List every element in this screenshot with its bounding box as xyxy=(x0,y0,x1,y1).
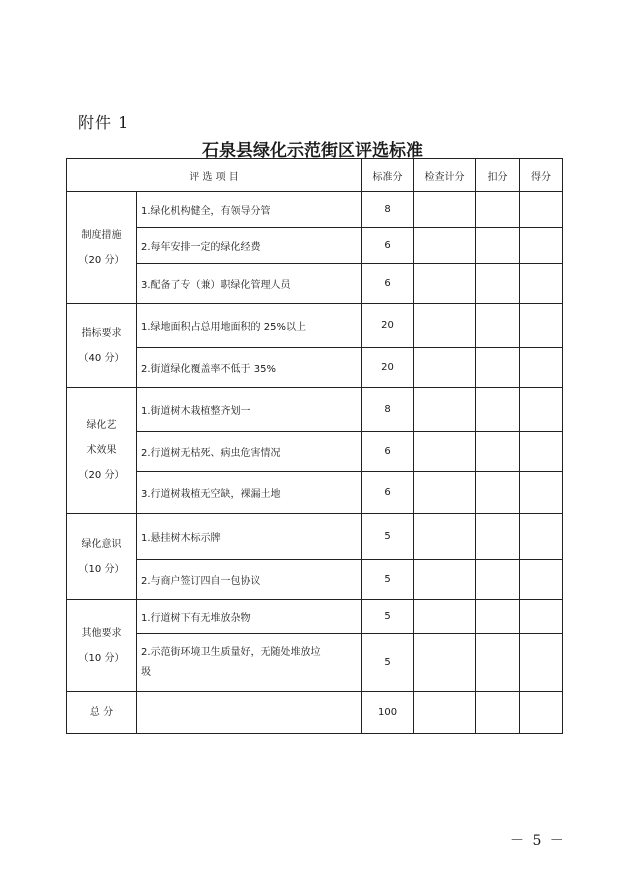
table-row xyxy=(67,228,563,264)
check-cell xyxy=(414,432,476,472)
page-title: 石泉县绿化示范街区评选标准 xyxy=(202,141,423,161)
item-text: 3.配备了专（兼）职绿化管理人员 xyxy=(137,264,362,304)
total-row xyxy=(67,692,563,734)
item-text: 1.行道树下有无堆放杂物 xyxy=(137,600,362,634)
standard-score: 5 xyxy=(362,600,414,634)
check-cell xyxy=(414,228,476,264)
category-name: 指标要求 xyxy=(81,327,122,339)
category-points: （20 分） xyxy=(78,254,125,266)
total-blank xyxy=(137,692,362,734)
standard-score: 5 xyxy=(362,514,414,560)
standard-score: 20 xyxy=(362,348,414,388)
check-cell xyxy=(414,304,476,348)
table-row xyxy=(67,264,563,304)
category-points: （10 分） xyxy=(78,652,125,664)
header-score: 得分 xyxy=(520,159,563,192)
check-cell xyxy=(414,264,476,304)
attachment-label: 附件 1 xyxy=(78,113,130,132)
item-text-line2: 圾 xyxy=(141,666,151,678)
category-name: 其他要求 xyxy=(81,627,122,639)
table-row xyxy=(67,472,563,514)
deduct-cell xyxy=(476,560,520,600)
category-cell xyxy=(67,304,137,388)
check-cell xyxy=(414,600,476,634)
header-check: 检查计分 xyxy=(414,159,476,192)
table-row xyxy=(67,192,563,228)
score-cell xyxy=(520,560,563,600)
score-cell xyxy=(520,432,563,472)
check-cell xyxy=(414,560,476,600)
table-row xyxy=(67,348,563,388)
header-deduct: 扣分 xyxy=(476,159,520,192)
table-row xyxy=(67,304,563,348)
evaluation-table xyxy=(66,158,563,734)
page-number: － 5 － xyxy=(510,833,566,849)
standard-score: 6 xyxy=(362,432,414,472)
deduct-cell xyxy=(476,472,520,514)
deduct-cell xyxy=(476,228,520,264)
table-row xyxy=(67,600,563,634)
score-cell xyxy=(520,514,563,560)
score-cell xyxy=(520,304,563,348)
score-cell xyxy=(520,192,563,228)
category-name: 制度措施 xyxy=(81,229,122,241)
check-cell xyxy=(414,692,476,734)
score-cell xyxy=(520,600,563,634)
header-standard: 标准分 xyxy=(362,159,414,192)
deduct-cell xyxy=(476,388,520,432)
category-points: （40 分） xyxy=(78,352,125,364)
total-label: 总 分 xyxy=(67,692,137,734)
check-cell xyxy=(414,514,476,560)
table-row xyxy=(67,634,563,692)
item-text: 1.街道树木栽植整齐划一 xyxy=(137,388,362,432)
item-text: 2.与商户签订四自一包协议 xyxy=(137,560,362,600)
deduct-cell xyxy=(476,348,520,388)
deduct-cell xyxy=(476,514,520,560)
deduct-cell xyxy=(476,600,520,634)
category-points: （10 分） xyxy=(78,563,125,575)
item-text: 1.绿地面积占总用地面积的 25%以上 xyxy=(137,304,362,348)
score-cell xyxy=(520,264,563,304)
deduct-cell xyxy=(476,192,520,228)
check-cell xyxy=(414,388,476,432)
item-text: 2.街道绿化覆盖率不低于 35% xyxy=(137,348,362,388)
table-row xyxy=(67,432,563,472)
category-cell xyxy=(67,514,137,600)
item-text: 2.行道树无枯死、病虫危害情况 xyxy=(137,432,362,472)
score-cell xyxy=(520,388,563,432)
standard-score: 6 xyxy=(362,264,414,304)
table-row xyxy=(67,388,563,432)
item-text: 3.行道树栽植无空缺，裸漏土地 xyxy=(137,472,362,514)
category-name: 绿化意识 xyxy=(81,538,122,550)
item-text-line1: 2.示范街环境卫生质量好，无随处堆放垃 xyxy=(141,646,321,658)
check-cell xyxy=(414,634,476,692)
standard-score: 6 xyxy=(362,228,414,264)
category-name-line1: 绿化艺 xyxy=(86,420,117,431)
item-text: 1.绿化机构健全，有领导分管 xyxy=(137,192,362,228)
item-text: 1.悬挂树木标示牌 xyxy=(137,514,362,560)
item-text: 2.每年安排一定的绿化经费 xyxy=(137,228,362,264)
standard-score: 5 xyxy=(362,560,414,600)
score-cell xyxy=(520,692,563,734)
table-row xyxy=(67,560,563,600)
check-cell xyxy=(414,472,476,514)
deduct-cell xyxy=(476,304,520,348)
standard-score: 5 xyxy=(362,634,414,692)
standard-score: 20 xyxy=(362,304,414,348)
item-text xyxy=(137,634,362,692)
header-item: 评 选 项 目 xyxy=(67,159,362,192)
deduct-cell xyxy=(476,264,520,304)
deduct-cell xyxy=(476,692,520,734)
category-cell xyxy=(67,192,137,304)
deduct-cell xyxy=(476,432,520,472)
category-points: （20 分） xyxy=(78,470,125,481)
check-cell xyxy=(414,192,476,228)
standard-score: 8 xyxy=(362,192,414,228)
deduct-cell xyxy=(476,634,520,692)
check-cell xyxy=(414,348,476,388)
total-score: 100 xyxy=(362,692,414,734)
score-cell xyxy=(520,634,563,692)
table-row xyxy=(67,514,563,560)
standard-score: 6 xyxy=(362,472,414,514)
score-cell xyxy=(520,472,563,514)
header-row xyxy=(67,159,563,192)
category-name-line2: 术效果 xyxy=(86,445,117,456)
score-cell xyxy=(520,228,563,264)
standard-score: 8 xyxy=(362,388,414,432)
score-cell xyxy=(520,348,563,388)
category-cell xyxy=(67,600,137,692)
category-cell xyxy=(67,388,137,514)
